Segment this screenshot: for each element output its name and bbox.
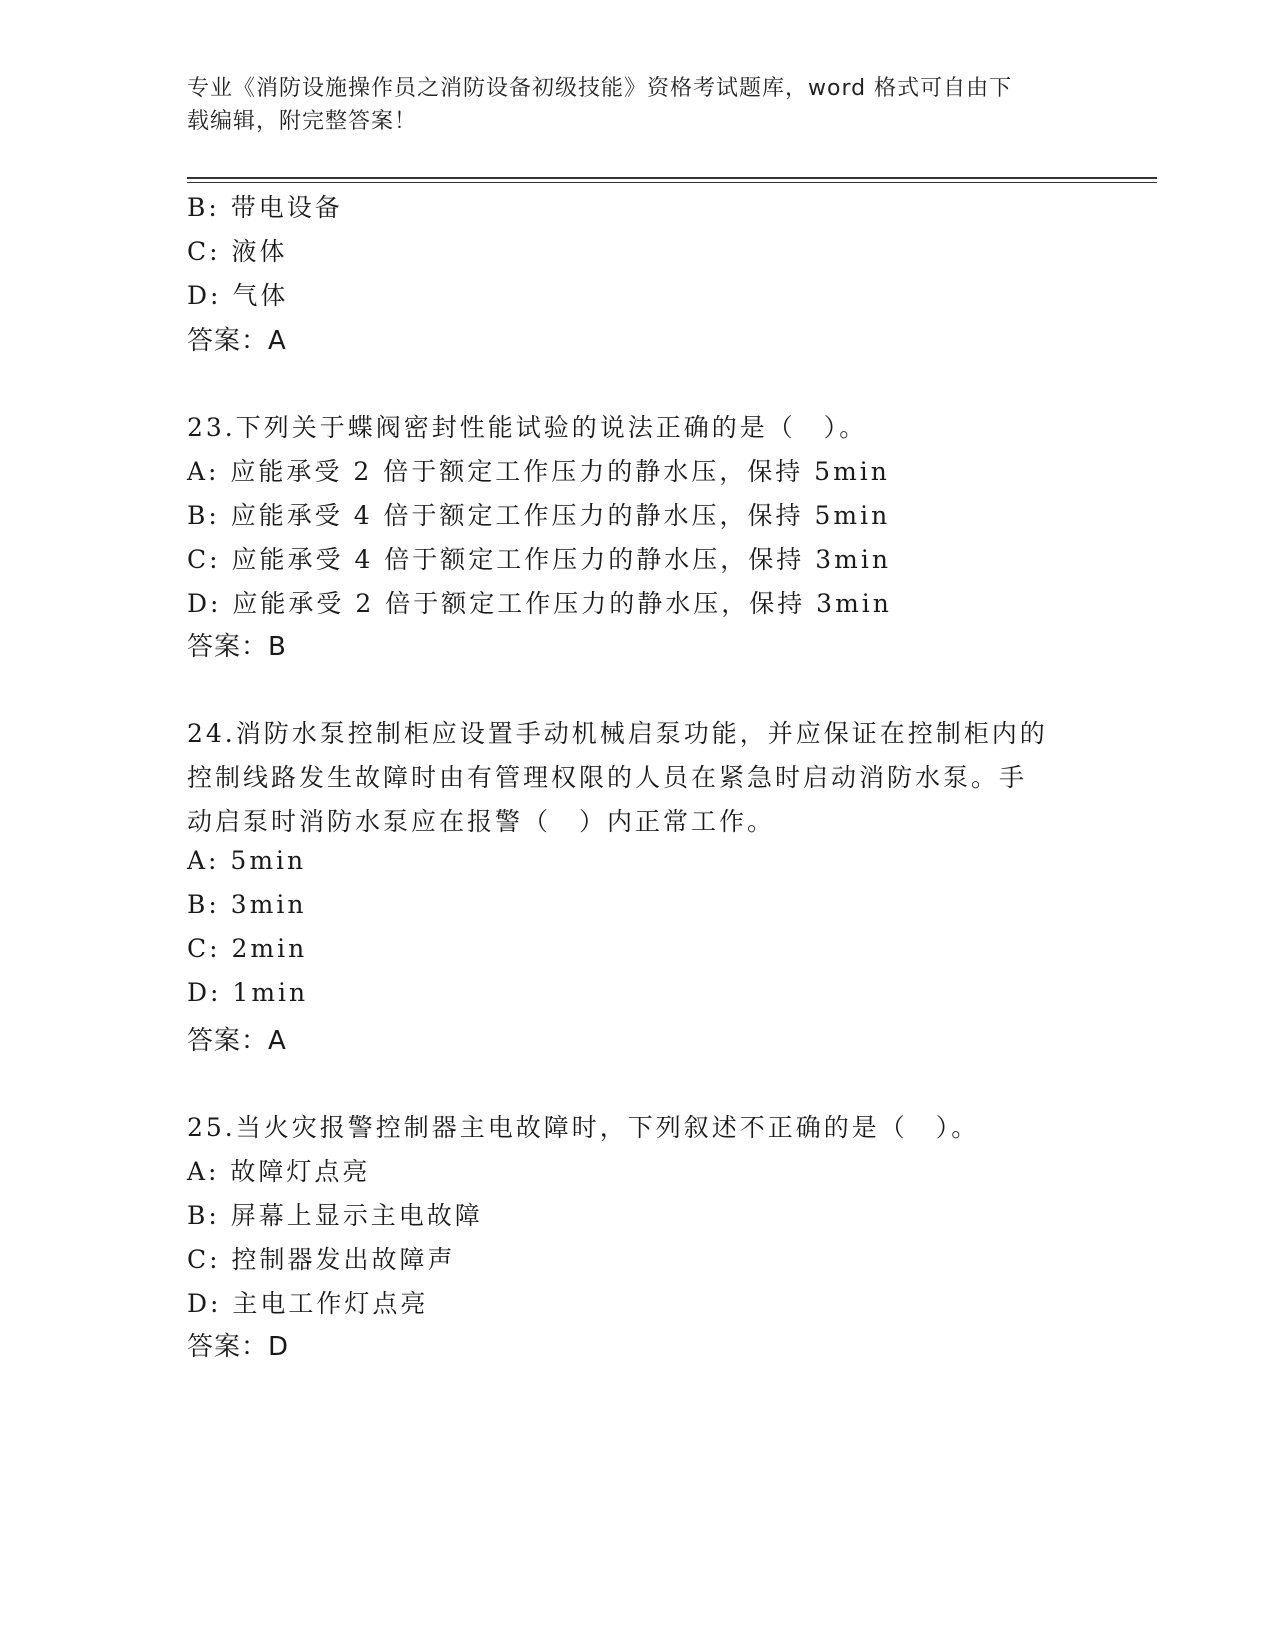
q24-option-d: D: 1min xyxy=(187,978,309,1007)
q25-stem: 25.当火灾报警控制器主电故障时，下列叙述不正确的是（ ）。 xyxy=(187,1113,980,1142)
prev-option-c: C: 液体 xyxy=(187,237,288,266)
header-rule-thin xyxy=(187,182,1157,183)
q23-stem: 23.下列关于蝶阀密封性能试验的说法正确的是（ ）。 xyxy=(187,413,868,442)
q25-option-b: B: 屏幕上显示主电故障 xyxy=(187,1201,483,1230)
page-header xyxy=(187,72,1087,138)
q24-answer: 答案：A xyxy=(187,1026,287,1056)
header-line-2: 载编辑，附完整答案！ xyxy=(187,109,418,134)
q24-stem-line-3: 动启泵时消防水泵应在报警（ ）内正常工作。 xyxy=(187,807,776,836)
q25-option-c: C: 控制器发出故障声 xyxy=(187,1245,456,1274)
prev-answer: 答案：A xyxy=(187,326,287,356)
q23-option-a: A: 应能承受 2 倍于额定工作压力的静水压，保持 5min xyxy=(187,457,890,486)
q23-option-d: D: 应能承受 2 倍于额定工作压力的静水压，保持 3min xyxy=(187,589,892,618)
header-line-1: 专业《消防设施操作员之消防设备初级技能》资格考试题库，word 格式可自由下 xyxy=(187,76,1013,101)
q24-stem-line-2: 控制线路发生故障时由有管理权限的人员在紧急时启动消防水泵。手 xyxy=(187,763,1028,792)
q25-option-d: D: 主电工作灯点亮 xyxy=(187,1289,429,1318)
prev-option-d: D: 气体 xyxy=(187,281,289,310)
q24-option-c: C: 2min xyxy=(187,934,308,963)
q23-answer: 答案：B xyxy=(187,632,287,662)
q24-option-b: B: 3min xyxy=(187,890,307,919)
q25-answer: 答案：D xyxy=(187,1332,290,1362)
q25-option-a: A: 故障灯点亮 xyxy=(187,1157,371,1186)
prev-option-b: B: 带电设备 xyxy=(187,193,343,222)
q23-option-c: C: 应能承受 4 倍于额定工作压力的静水压，保持 3min xyxy=(187,545,891,574)
q24-option-a: A: 5min xyxy=(187,846,307,875)
q23-option-b: B: 应能承受 4 倍于额定工作压力的静水压，保持 5min xyxy=(187,501,891,530)
header-rule xyxy=(187,177,1157,179)
q24-stem-line-1: 24.消防水泵控制柜应设置手动机械启泵功能，并应保证在控制柜内的 xyxy=(187,719,1048,748)
